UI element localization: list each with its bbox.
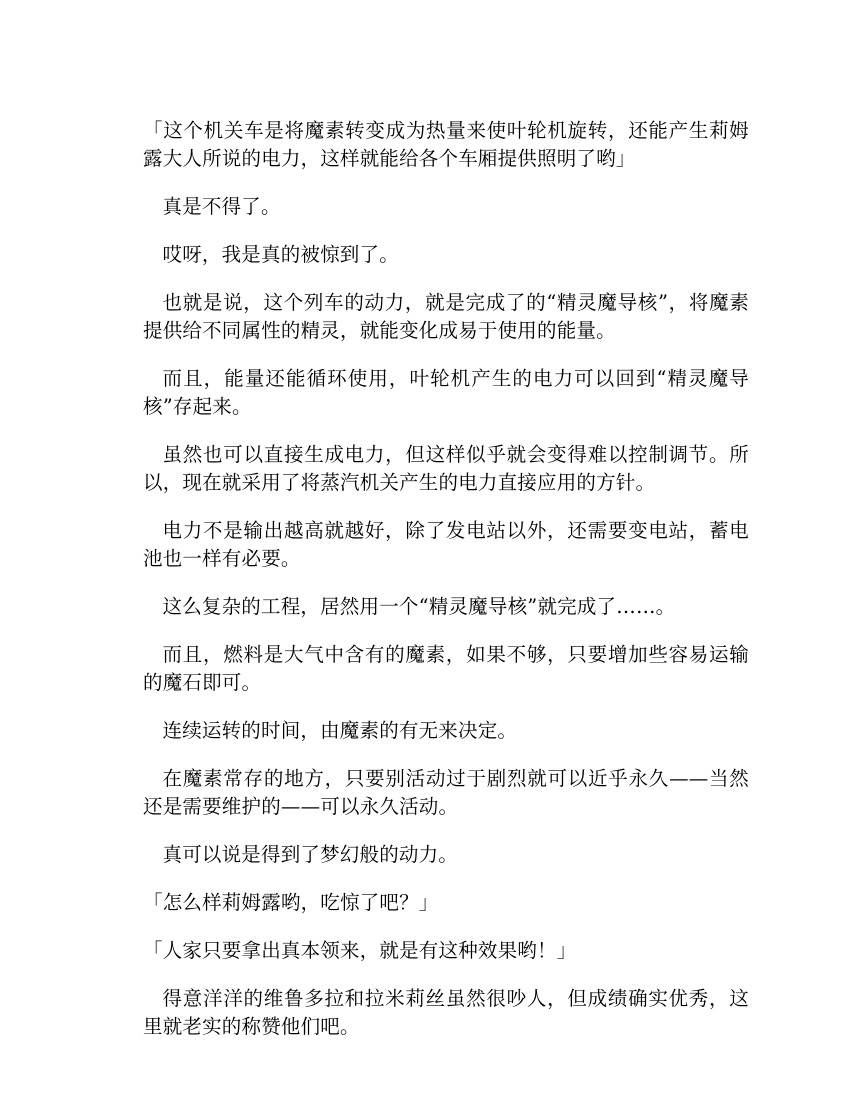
paragraph: 真是不得了。 [162, 195, 281, 218]
paragraph: 真可以说是得到了梦幻般的动力。 [162, 843, 459, 866]
paragraph: 哎呀，我是真的被惊到了。 [162, 243, 399, 266]
paragraph: 虽然也可以直接生成电力，但这样似乎就会变得难以控制调节。所以，现在就采用了将蒸汽机关产生的电力直接应用的方针。 [143, 443, 749, 494]
paragraph: 「人家只要拿出真本领来，就是有这种效果哟！」 [143, 939, 577, 962]
paragraph: 而且，燃料是大气中含有的魔素，如果不够，只要增加些容易运输的魔石即可。 [143, 643, 749, 694]
document-page [143, 117, 749, 1061]
paragraph: 电力不是输出越高就越好，除了发电站以外，还需要变电站，蓄电池也一样有必要。 [143, 519, 749, 570]
paragraph: 在魔素常存的地方，只要别活动过于剧烈就可以近乎永久——当然还是需要维护的——可以永久活动。 [143, 767, 749, 818]
paragraph: 也就是说，这个列车的动力，就是完成了的“精灵魔导核”，将魔素提供给不同属性的精灵，就能变化成易于使用的能量。 [143, 291, 749, 342]
paragraph: 「怎么样莉姆露哟，吃惊了吧？」 [143, 891, 439, 914]
paragraph: 得意洋洋的维鲁多拉和拉米莉丝虽然很吵人，但成绩确实优秀，这里就老实的称赞他们吧。 [143, 987, 749, 1038]
paragraph: 连续运转的时间，由魔素的有无来决定。 [162, 719, 518, 742]
paragraph: 这么复杂的工程，居然用一个“精灵魔导核”就完成了……。 [162, 595, 676, 618]
paragraph: 「这个机关车是将魔素转变成为热量来使叶轮机旋转，还能产生莉姆露大人所说的电力，这样就能给各个车厢提供照明了哟」 [143, 119, 749, 170]
paragraph: 而且，能量还能循环使用，叶轮机产生的电力可以回到“精灵魔导核”存起来。 [143, 367, 749, 418]
